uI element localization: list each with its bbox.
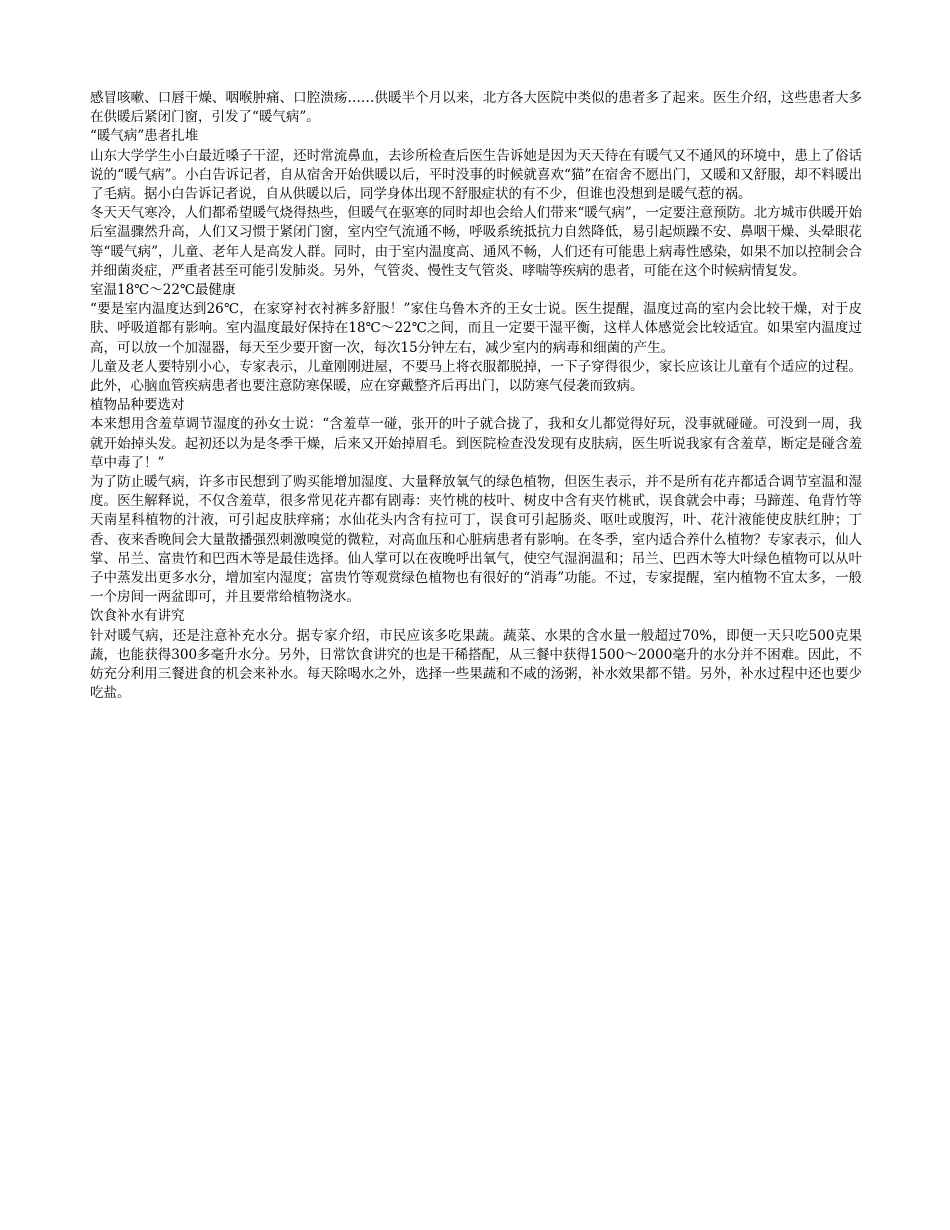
body-paragraph: 冬天天气寒冷，人们都希望暖气烧得热些，但暖气在驱寒的同时却也会给人们带来“暖气病”，一定要注意预防。北方城市供暖开始后室温骤然升高，人们又习惯于紧闭门窗，室内空气流通不畅，呼吸系统抵抗力自然降低，易引起烦躁不安、鼻咽干燥、头晕眼花等“暖气病”，儿童、老年人是高发人群。同时，由于室内温度高、通风不畅，人们还有可能患上病毒性感染，如果不加以控制会合并细菌炎症，严重者甚至可能引发肺炎。另外，气管炎、慢性支气管炎、哮喘等疾病的患者，可能在这个时候病情复发。 — [90, 205, 862, 279]
section-heading: 植物品种要选对 — [90, 397, 185, 414]
section-room-temperature — [90, 281, 862, 396]
body-paragraph: “要是室内温度达到26℃，在家穿衬衣衬裤多舒服！”家住乌鲁木齐的王女士说。医生提醒，温度过高的室内会比较干燥，对于皮肤、呼吸道都有影响。室内温度最好保持在18℃～22℃之间，而且一定要干湿平衡，这样人体感觉会比较适宜。如果室内温度过高，可以放一个加湿器，每天至少要开窗一次，每次15分钟左右，减少室内的病毒和细菌的产生。 — [90, 301, 862, 356]
body-paragraph: 本来想用含羞草调节湿度的孙女士说：“含羞草一碰，张开的叶子就合拢了，我和女儿都觉得好玩，没事就碰碰。可没到一周，我就开始掉头发。起初还以为是冬季干燥，后来又开始掉眉毛。到医院检查没发现有皮肤病，医生听说我家有含羞草，断定是碰含羞草中毒了！” — [90, 416, 862, 471]
section-heading: 室温18℃～22℃最健康 — [90, 282, 236, 299]
body-paragraph: 儿童及老人要特别小心，专家表示，儿童刚刚进屋，不要马上将衣服都脱掉，一下子穿得很少，家长应该让儿童有个适应的过程。此外，心脑血管疾病患者也要注意防寒保暖，应在穿戴整齐后再出门，以防寒气侵袭而致病。 — [90, 358, 862, 395]
section-heating-illness — [90, 127, 862, 281]
section-heading: 饮食补水有讲究 — [90, 608, 185, 625]
section-hydration — [90, 607, 862, 703]
section-plant-selection — [90, 396, 862, 607]
body-paragraph: 山东大学学生小白最近嗓子干涩，还时常流鼻血，去诊所检查后医生告诉她是因为天天待在有暖气又不通风的环境中，患上了俗话说的“暖气病”。小白告诉记者，自从宿舍开始供暖以后，平时没事的时候就喜欢“猫”在宿舍不愿出门，又暖和又舒服，却不料暖出了毛病。据小白告诉记者说，自从供暖以后，同学身体出现不舒服症状的有不少，但谁也没想到是暖气惹的祸。 — [90, 147, 862, 203]
intro-paragraph: 感冒咳嗽、口唇干燥、咽喉肿痛、口腔溃疡……供暖半个月以来，北方各大医院中类似的患者多了起来。医生介绍，这些患者大多在供暖后紧闭门窗，引发了“暖气病”。 — [90, 90, 862, 126]
body-paragraph: 为了防止暖气病，许多市民想到了购买能增加湿度、大量释放氧气的绿色植物，但医生表示，并不是所有花卉都适合调节室温和湿度。医生解释说，不仅含羞草，很多常见花卉都有剧毒：夹竹桃的枝叶、树皮中含有夹竹桃甙，误食就会中毒；马蹄莲、龟背竹等天南星科植物的汁液，可引起皮肤痒痛；水仙花头内含有拉可丁，误食可引起肠炎、呕吐或腹泻，叶、花汁液能使皮肤红肿；丁香、夜来香晚间会大量散播强烈刺激嗅觉的微粒，对高血压和心脏病患者有影响。在冬季，室内适合养什么植物？专家表示，仙人掌、吊兰、富贵竹和巴西木等是最佳选择。仙人掌可以在夜晚呼出氧气，使空气湿润温和；吊兰、巴西木等大叶绿色植物可以从叶子中蒸发出更多水分，增加室内湿度；富贵竹等观赏绿色植物也有很好的“消毒”功能。不过，专家提醒，室内植物不宜太多，一般一个房间一两盆即可，并且要常给植物浇水。 — [90, 474, 862, 606]
article-body — [90, 89, 862, 704]
section-heading: “暖气病”患者扎堆 — [90, 128, 199, 145]
body-paragraph: 针对暖气病，还是注意补充水分。据专家介绍，市民应该多吃果蔬。蔬菜、水果的含水量一般超过70%，即便一天只吃500克果蔬，也能获得300多毫升水分。另外，日常饮食讲究的也是干稀搭配，从三餐中获得1500～2000毫升的水分并不困难。因此，不妨充分利用三餐进食的机会来补水。每天除喝水之外，选择一些果蔬和不咸的汤粥，补水效果都不错。另外，补水过程中还也要少吃盐。 — [90, 627, 862, 702]
